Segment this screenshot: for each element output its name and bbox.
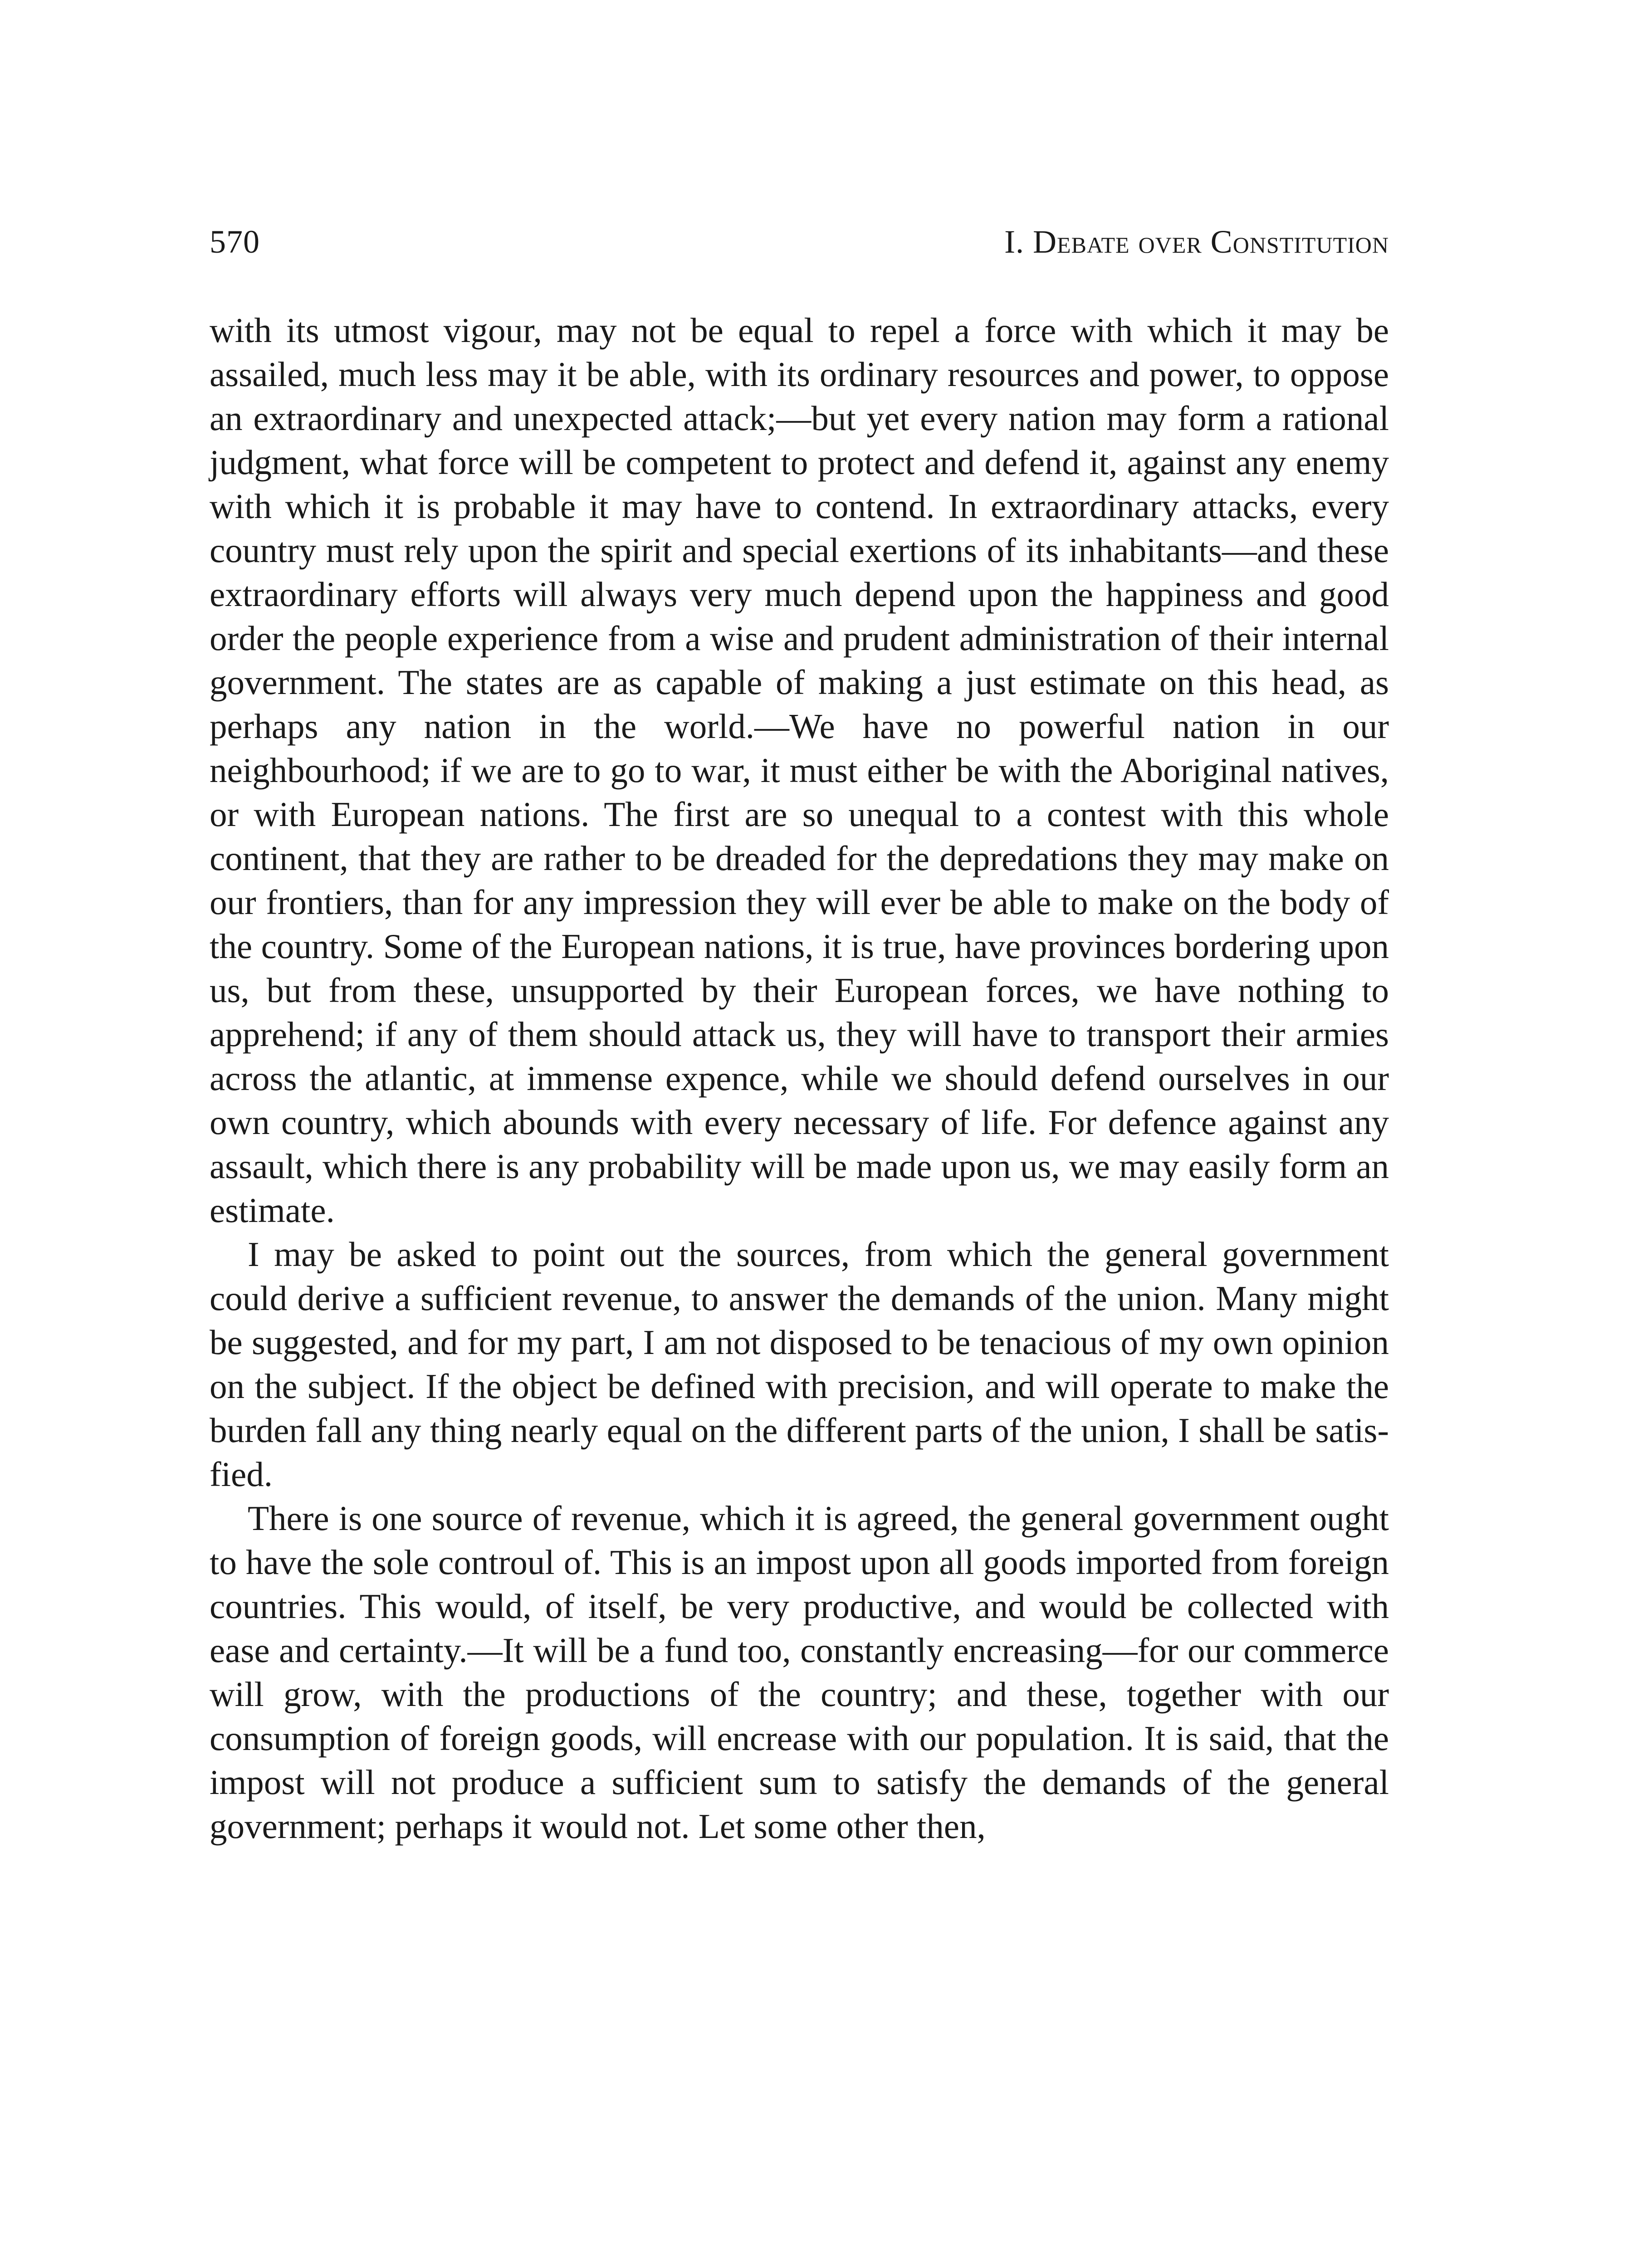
paragraph-revenue-sources: I may be asked to point out the sources, from which the general government could derive a sufficient revenue, to answer the demands of the union. Many might be suggested, and for my part, I am not disposed to be tenacious of my own opinion on the subject. If the object be defined with precision, and will operate to make the burden fall any thing nearly equal on the different parts of the union, I shall be satisfied.: [210, 1235, 1389, 1494]
running-head: [210, 221, 1389, 262]
page-number: 570: [210, 224, 260, 260]
paragraph-impost: There is one source of revenue, which it is agreed, the general government ought to have the sole controul of. This is an impost upon all goods imported from foreign countries. This would, of itself, be very productive, and would be collected with ease and certainty.—It will be a fund too, constantly encreasing—for our commerce will grow, with the productions of the country; and these, together with our consumption of foreign goods, will encrease with our population. It is said, that the impost will not produce a sufficient sum to satisfy the demands of the general government; perhaps it would not. Let some other then,: [210, 1499, 1389, 1846]
section-title: I. Debate over Constitution: [1004, 224, 1389, 260]
paragraph-continued: with its utmost vigour, may not be equal to repel a force with which it may be assailed, much less may it be able, with its ordinary resources and power, to oppose an extraordinary and unexpected attack;—but yet every nation may form a rational judgment, what force will be competent to protect and defend it, against any enemy with which it is probable it may have to contend. In extraordinary attacks, every country must rely upon the spirit and special exertions of its inhabitants—and these extraordinary efforts will always very much depend upon the happiness and good order the people experience from a wise and prudent administration of their internal government. The states are as capable of making a just estimate on this head, as perhaps any nation in the world.—We have no powerful nation in our neighbourhood; if we are to go to war, it must either be with the Aboriginal natives, or with European nations. The first are so unequal to a contest with this whole continent, that they are rather to be dreaded for the depredations they may make on our frontiers, than for any impression they will ever be able to make on the body of the country. Some of the European nations, it is true, have provinces bordering upon us, but from these, unsupported by their European forces, we have nothing to apprehend; if any of them should attack us, they will have to transport their armies across the atlantic, at immense expence, while we should defend ourselves in our own country, which abounds with every necessary of life. For defence against any assault, which there is any probability will be made upon us, we may easily form an estimate.: [210, 311, 1389, 1230]
body-text: [210, 308, 1389, 1848]
